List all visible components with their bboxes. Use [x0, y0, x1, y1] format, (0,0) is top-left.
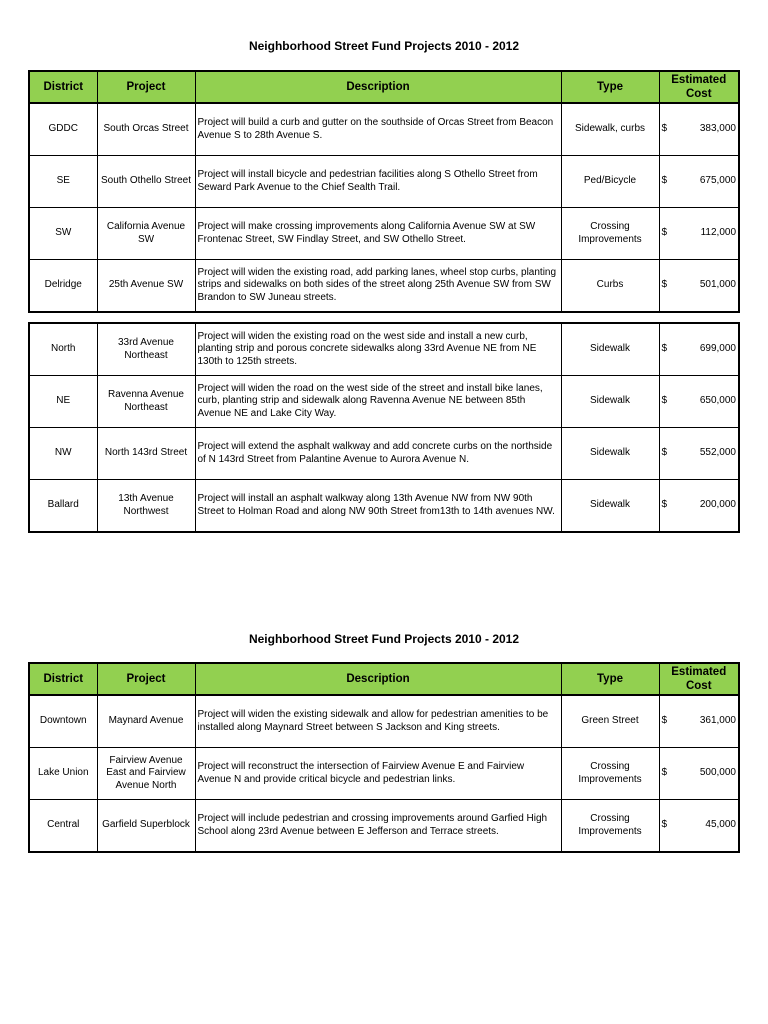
cost-amount: 361,000 — [699, 715, 736, 727]
description-cell: Project will install an asphalt walkway along 13th Avenue NW from NW 90th Street to Holman Road and along NW 90th Street from13th to 14th avenues NW. — [195, 480, 561, 533]
description-cell: Project will widen the road on the west side of the street and install bike lanes, curb, planting strip and sidewalk along Ravenna Avenue NE between 85th Avenue NE and Lake City Way. — [195, 376, 561, 428]
district-cell: Central — [29, 800, 97, 853]
header-description: Description — [195, 71, 561, 103]
description-cell: Project will include pedestrian and crossing improvements around Garfied High School along 23rd Avenue between E Jefferson and Terrace streets. — [195, 800, 561, 853]
project-cell: South Othello Street — [97, 156, 195, 208]
project-cell: Garfield Superblock — [97, 800, 195, 853]
header-type: Type — [561, 71, 659, 103]
description-cell: Project will reconstruct the intersection of Fairview Avenue E and Fairview Avenue N and provide critical bicycle and pedestrian links. — [195, 748, 561, 800]
projects-table-2 — [28, 322, 740, 533]
cost-amount: 699,000 — [699, 343, 736, 355]
district-cell: NW — [29, 428, 97, 480]
cost-cell — [659, 800, 739, 853]
table-row — [29, 260, 739, 313]
district-cell: Lake Union — [29, 748, 97, 800]
header-cost: Estimated Cost — [659, 71, 739, 103]
project-cell: Maynard Avenue — [97, 695, 195, 748]
table-row — [29, 208, 739, 260]
cost-amount: 675,000 — [699, 175, 736, 187]
project-cell: California Avenue SW — [97, 208, 195, 260]
cost-amount: 383,000 — [699, 123, 736, 135]
type-cell: Sidewalk — [561, 480, 659, 533]
currency-symbol: $ — [661, 279, 668, 291]
table-row — [29, 748, 739, 800]
header-project: Project — [97, 71, 195, 103]
table-row — [29, 695, 739, 748]
project-cell: South Orcas Street — [97, 103, 195, 156]
page-title: Neighborhood Street Fund Projects 2010 - 2012 — [248, 39, 520, 53]
district-cell: Ballard — [29, 480, 97, 533]
table-row — [29, 428, 739, 480]
header-project: Project — [97, 663, 195, 695]
cost-cell — [659, 260, 739, 313]
project-cell: 25th Avenue SW — [97, 260, 195, 313]
currency-symbol: $ — [661, 123, 668, 135]
cost-cell — [659, 323, 739, 376]
type-cell: Sidewalk — [561, 428, 659, 480]
cost-cell — [659, 156, 739, 208]
project-cell: 33rd Avenue Northeast — [97, 323, 195, 376]
currency-symbol: $ — [661, 499, 668, 511]
table-header-row — [29, 663, 739, 695]
currency-symbol: $ — [661, 227, 668, 239]
currency-symbol: $ — [661, 343, 668, 355]
cost-cell — [659, 480, 739, 533]
project-cell: Ravenna Avenue Northeast — [97, 376, 195, 428]
type-cell: Crossing Improvements — [561, 800, 659, 853]
district-cell: NE — [29, 376, 97, 428]
projects-table-3 — [28, 662, 740, 853]
type-cell: Crossing Improvements — [561, 208, 659, 260]
district-cell: SW — [29, 208, 97, 260]
currency-symbol: $ — [661, 715, 668, 727]
header-description: Description — [195, 663, 561, 695]
cost-amount: 500,000 — [699, 767, 736, 779]
district-cell: Delridge — [29, 260, 97, 313]
district-cell: North — [29, 323, 97, 376]
cost-amount: 501,000 — [699, 279, 736, 291]
cost-cell — [659, 376, 739, 428]
description-cell: Project will make crossing improvements along California Avenue SW at SW Frontenac Street, SW Findlay Street, and SW Othello Street. — [195, 208, 561, 260]
cost-cell — [659, 208, 739, 260]
currency-symbol: $ — [661, 767, 668, 779]
project-cell: Fairview Avenue East and Fairview Avenue North — [97, 748, 195, 800]
district-cell: Downtown — [29, 695, 97, 748]
table-row — [29, 480, 739, 533]
cost-cell — [659, 748, 739, 800]
currency-symbol: $ — [661, 819, 668, 831]
cost-amount: 45,000 — [705, 819, 736, 831]
table-row — [29, 156, 739, 208]
district-cell: GDDC — [29, 103, 97, 156]
header-district: District — [29, 663, 97, 695]
type-cell: Sidewalk — [561, 376, 659, 428]
table-row — [29, 376, 739, 428]
table-row — [29, 103, 739, 156]
description-cell: Project will widen the existing sidewalk and allow for pedestrian amenities to be installed along Maynard Street between S Jackson and King streets. — [195, 695, 561, 748]
header-type: Type — [561, 663, 659, 695]
cost-cell — [659, 428, 739, 480]
currency-symbol: $ — [661, 175, 668, 187]
header-district: District — [29, 71, 97, 103]
currency-symbol: $ — [661, 395, 668, 407]
type-cell: Curbs — [561, 260, 659, 313]
cost-amount: 112,000 — [700, 227, 736, 239]
type-cell: Crossing Improvements — [561, 748, 659, 800]
description-cell: Project will extend the asphalt walkway and add concrete curbs on the northside of N 143rd Street from Palantine Avenue to Aurora Avenue N. — [195, 428, 561, 480]
description-cell: Project will build a curb and gutter on the southside of Orcas Street from Beacon Avenue S to 28th Avenue S. — [195, 103, 561, 156]
type-cell: Green Street — [561, 695, 659, 748]
description-cell: Project will install bicycle and pedestrian facilities along S Othello Street from Seward Park Avenue to the Chief Sealth Trail. — [195, 156, 561, 208]
projects-table-1 — [28, 70, 740, 313]
project-cell: 13th Avenue Northwest — [97, 480, 195, 533]
type-cell: Ped/Bicycle — [561, 156, 659, 208]
description-cell: Project will widen the existing road on the west side and install a new curb, planting strip and porous concrete sidewalks along 33rd Avenue NE from NE 130th to 125th streets. — [195, 323, 561, 376]
district-cell: SE — [29, 156, 97, 208]
section-title: Neighborhood Street Fund Projects 2010 - 2012 — [248, 632, 520, 646]
type-cell: Sidewalk — [561, 323, 659, 376]
cost-cell — [659, 103, 739, 156]
cost-amount: 552,000 — [699, 447, 736, 459]
type-cell: Sidewalk, curbs — [561, 103, 659, 156]
table-row — [29, 323, 739, 376]
description-cell: Project will widen the existing road, add parking lanes, wheel stop curbs, planting strips and sidewalks on both sides of the street along 25th Avenue SW from SW Brandon to SW Juneau streets. — [195, 260, 561, 313]
currency-symbol: $ — [661, 447, 668, 459]
cost-amount: 200,000 — [699, 499, 736, 511]
project-cell: North 143rd Street — [97, 428, 195, 480]
cost-amount: 650,000 — [699, 395, 736, 407]
cost-cell — [659, 695, 739, 748]
table-row — [29, 800, 739, 853]
header-cost: Estimated Cost — [659, 663, 739, 695]
table-header-row — [29, 71, 739, 103]
